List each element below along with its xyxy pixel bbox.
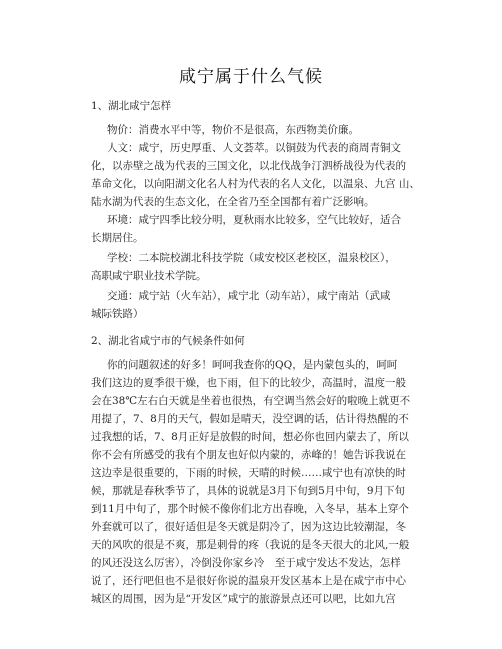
paragraph-line: 会在38℃左右白天就是坐着也很热，有空调当然会好的啦晚上就更不: [91, 395, 411, 407]
paragraph-line: 外套就可以了，很好适但是冬天就是阴冷了，因为这边比较潮湿，冬: [91, 521, 406, 533]
paragraph-line: 你不会有所感受的我有个朋友也好似内蒙的，赤峰的！她告诉我说在: [91, 449, 406, 461]
paragraph-line: 交通：咸宁站（火车站），咸宁北（动车站），咸宁南站（武咸: [107, 290, 391, 302]
paragraph-line: 城际铁路）: [91, 308, 144, 320]
paragraph-line: 的风还没这么厉害），冷倒没你家乡冷 至于咸宁发达不发达，怎样: [91, 557, 401, 569]
paragraph-line: 候，那就是春秋季节了，具体的说就是3月下旬到5月中旬，9月下旬: [91, 485, 406, 497]
paragraph-line: 长期居住。: [91, 232, 144, 244]
paragraph-line: 天的风吹的很是不爽，那是刺骨的疼（我说的是冬天很大的北风,一般: [91, 539, 410, 551]
paragraph-line: 陆水湖为代表的生态文化，在全省乃至全国都有着广泛影响。: [91, 196, 375, 208]
paragraph-line: 人文：咸宁，历史厚重、人文荟萃。以铜鼓为代表的商周青铜文: [107, 142, 401, 154]
paragraph-line: 这边幸是很重要的，下雨的时候，天晴的时候……咸宁也有凉快的时: [91, 467, 406, 479]
paragraph-line: 学校：二本院校湖北科技学院（咸安校区老校区，温泉校区），: [107, 252, 396, 264]
paragraph-line: 你的问题叙述的好多！呵呵我查你的QQ，是内蒙包头的，呵呵: [107, 359, 398, 371]
paragraph-line: 用提了，7、8月的天气，假如是晴天，没空调的话，估计得热醒的不: [91, 413, 409, 425]
paragraph-line: 我们这边的夏季很干燥，也下雨，但下的比较少，高温时，温度一般: [91, 377, 406, 389]
section-heading-1: 1、湖北咸宁怎样: [91, 100, 172, 112]
paragraph-line: 城区的周围，因为是“开发区”咸宁的旅游景点还可以吧，比如九宫: [91, 593, 396, 605]
section-heading-2: 2、湖北省咸宁市的气候条件如何: [91, 335, 245, 347]
paragraph-line: 环境：咸宁四季比较分明，夏秋雨水比较多，空气比较好，适合: [107, 214, 401, 226]
paragraph-line: 化，以赤壁之战为代表的三国文化，以北伐战争汀泗桥战役为代表的: [91, 160, 406, 172]
paragraph-line: 说了，还行吧但也不是很好你说的温泉开发区基本上是在咸宁市中心: [91, 575, 406, 587]
paragraph-line: 到11月中旬了，那个时候不像你们北方出春晚，入冬早，基本上穿个: [91, 503, 409, 515]
paragraph-line: 革命文化，以向阳湖文化名人村为代表的名人文化，以温泉、九宫 山、: [91, 178, 420, 190]
document-title: 咸宁属于什么气候: [179, 67, 323, 87]
paragraph-line: 物价：消费水平中等，物价不是很高，东西物美价廉。: [107, 124, 359, 136]
paragraph-line: 高职咸宁职业技术学院。: [91, 270, 207, 282]
paragraph-line: 过我想的话，7、8月正好是放假的时间，想必你也回内蒙去了，所以: [91, 431, 409, 443]
